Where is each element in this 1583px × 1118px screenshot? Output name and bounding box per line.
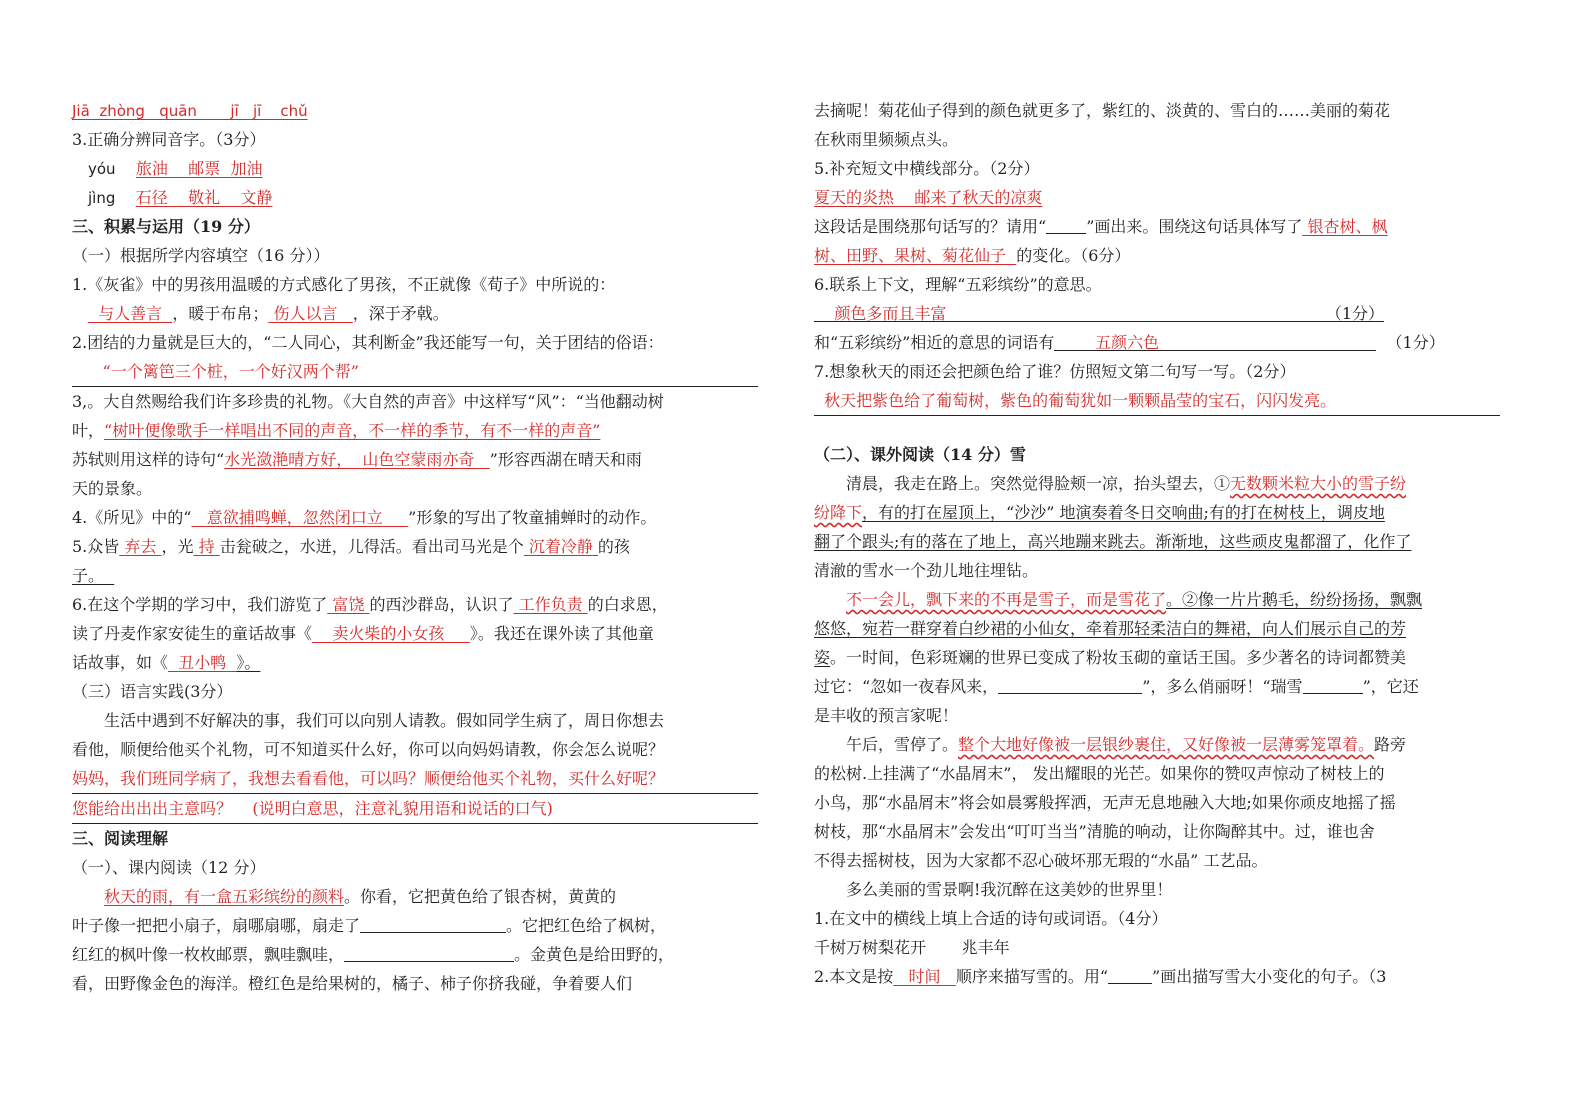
answer-blank: 时间: [908, 967, 941, 986]
answer-line: [72, 794, 758, 824]
text-span: 叶子像一把把小扇子，扇哪扇哪，扇走了: [72, 916, 361, 935]
fill-line: [814, 328, 1500, 357]
text-span: ，深于矛戟。: [352, 304, 449, 323]
question-text: 3,。大自然赐给我们许多珍贵的礼物。《大自然的声音》中这样写“风”：“当他翻动树: [72, 392, 664, 411]
score-label: （1分）: [1386, 333, 1445, 352]
paragraph-line: 树枝，那“水晶屑末”会发出“叮叮当当”清脆的响动，让你陶醉其中。过，谁也舍: [814, 822, 1375, 841]
text-span: 》。: [236, 653, 261, 672]
paragraph-line: [72, 911, 758, 940]
text-span: ”画出来。围绕这句话具体写了: [1086, 217, 1303, 236]
answer-line: [72, 764, 758, 794]
text-span: 顺序来描写雪的。用“: [955, 967, 1109, 986]
answer-blank: 富饶: [332, 595, 365, 614]
text-span: 。你看，它把黄色给了银杏树，黄黄的: [344, 887, 617, 906]
homophone-row: [72, 154, 758, 183]
text-span: 姿: [814, 648, 831, 667]
answer-text: 您能给出出出主意吗？ (说明白意思，注意礼貌用语和说话的口气): [72, 799, 553, 818]
paragraph-line: 生活中遇到不好解决的事，我们可以向别人请教。假如同学生病了，周日你想去: [104, 711, 665, 730]
text-span: 》。我还在课外读了其他童: [469, 624, 654, 643]
fill-line: [72, 619, 758, 648]
homophone-answer: 旅油 邮票 加油: [135, 159, 263, 178]
paragraph-line: 多么美丽的雪景啊!我沉醉在这美妙的世界里！: [846, 880, 1173, 899]
answer-text: “树叶便像歌手一样唱出不同的声音，不一样的季节，有不一样的声音”: [104, 421, 601, 440]
answer-text: 无数颗米粒大小的雪子纷: [1230, 474, 1407, 493]
text-span: ”形容西湖在晴天和雨: [489, 450, 642, 469]
text-span: 翻了个跟头;有的落在了地上，高兴地蹦来跳去。渐渐地，这些顽皮鬼都溜了，化作了: [814, 532, 1412, 551]
empty-blank[interactable]: [360, 914, 506, 933]
answer-blank: 意欲捕鸣蝉，忽然闭口立: [206, 508, 383, 527]
answer-text: 妈妈，我们班同学病了，我想去看看他，可以吗？顺便给他买个礼物，买什么好呢？: [72, 769, 665, 788]
question-text: 6.联系上下文，理解“五彩缤纷”的意思。: [814, 275, 1102, 294]
answer-text: 银杏树、枫: [1307, 217, 1388, 236]
empty-blank[interactable]: [998, 675, 1142, 694]
paragraph-line: 千树万树梨花开 兆丰年: [814, 938, 1010, 957]
paragraph-line: 是丰收的预言家呢！: [814, 706, 959, 725]
text-span: 。它把红色给了枫树，: [506, 916, 667, 935]
question-text: 天的景象。: [72, 479, 153, 498]
answer-blank: [814, 299, 1384, 322]
answer-text: “一个篱笆三个桩，一个好汉两个帮”: [102, 362, 359, 381]
text-span: ，光: [161, 537, 194, 556]
empty-blank[interactable]: [1108, 965, 1152, 984]
text-span: ”画出描写雪大小变化的句子。（3: [1152, 967, 1387, 986]
homophone-answer: 石径 敬礼 文静: [135, 188, 273, 207]
paragraph-line: [814, 643, 1500, 672]
text-span: ，暖于布帛；: [172, 304, 269, 323]
empty-blank[interactable]: [1046, 215, 1086, 234]
pinyin-line: [72, 96, 758, 125]
text-span: 的西沙群岛，认识了: [369, 595, 514, 614]
text-span: 2.本文是按: [814, 967, 894, 986]
text-span: 红红的枫叶像一枚枚邮票，飘哇飘哇，: [72, 945, 345, 964]
answer-text: 秋天把紫色给了葡萄树，紫色的葡萄犹如一颗颗晶莹的宝石，闪闪发亮。: [824, 391, 1337, 410]
question-text: 1.《灰雀》中的男孩用温暖的方式感化了男孩，不正就像《荀子》中所说的：: [72, 275, 616, 294]
score-label: （1分）: [1325, 304, 1384, 323]
paragraph-line: [814, 585, 1500, 614]
text-span: 。金黄色是给田野的，: [514, 945, 675, 964]
text-span: 击瓮破之，水迸，儿得活。看出司马光是个: [219, 537, 524, 556]
answer-blank: 工作负责: [518, 595, 583, 614]
question-text: 2.团结的力量就是巨大的，“二人同心，其利断金”我还能写一句，关于团结的俗语：: [72, 333, 664, 352]
text-span: ”，多么俏丽呀！“瑞雪: [1142, 677, 1303, 696]
text-span: 读了丹麦作家安徒生的童话故事《: [72, 624, 313, 643]
text-span: 。②像一片片鹅毛，纷纷扬扬，飘飘: [1166, 590, 1423, 609]
answer-blank: 与人善言: [98, 304, 163, 323]
subsection-heading: （三）语言实践(3分）: [72, 682, 233, 701]
answer-line: [814, 183, 1500, 212]
answer-text: 整个大地好像被一层银纱裹住，又好像被一层薄雾笼罩着。: [958, 735, 1375, 754]
fill-line: [814, 962, 1500, 991]
paragraph-line: 不得去摇树枝，因为大家都不忍心破坏那无瑕的“水晶” 工艺品。: [814, 851, 1268, 870]
fill-line: [814, 212, 1500, 241]
text-span: 子。: [72, 566, 105, 585]
answer-blank: 持: [198, 537, 215, 556]
answer-text: 秋天的雨，有一盒五彩缤纷的颜料: [104, 887, 345, 906]
text-span: 的变化。（6分）: [1016, 246, 1131, 265]
answer-blank: [1054, 328, 1376, 351]
text-span: 4.《所见》中的“: [72, 508, 192, 527]
text-span: 苏轼则用这样的诗句“: [72, 450, 225, 469]
answer-text: 不一会儿，飘下来的不再是雪子，而是雪花了: [846, 590, 1167, 609]
text-span: ，有的打在屋顶上，“沙沙” 地演奏着冬日交响曲;有的打在树枝上，调皮地: [862, 503, 1385, 522]
text-span: 的孩: [597, 537, 630, 556]
text-span: 清晨，我走在路上。突然觉得脸颊一凉，抬头望去，①: [846, 474, 1231, 493]
answer-text: 纷降下: [814, 503, 863, 522]
section-heading: 三、积累与运用（19 分）: [72, 217, 260, 236]
text-span: 悠悠，宛若一群穿着白纱裙的小仙女，牵着那轻柔洁白的舞裙，向人们展示自己的芳: [814, 619, 1407, 638]
answer-line: [814, 386, 1500, 416]
paragraph-line: [814, 672, 1500, 701]
paragraph-line: 看，田野像金色的海洋。橙红色是给果树的，橘子、柿子你挤我碰，争着要人们: [72, 974, 633, 993]
answer-text: 树、田野、果树、菊花仙子: [814, 246, 1007, 265]
answer-text: 夏天的炎热 邮来了秋天的凉爽: [814, 188, 1043, 207]
paragraph-line: 看他，顺便给他买个礼物，可不知道买什么好，你可以向妈妈请教，你会怎么说呢？: [72, 740, 665, 759]
text-span: 过它：“忽如一夜春风来，: [814, 677, 999, 696]
answer-blank: 沉着冷静: [528, 537, 593, 556]
empty-blank[interactable]: [344, 943, 514, 962]
fill-line: [72, 648, 758, 677]
left-column: [72, 96, 758, 998]
paragraph-line: [814, 527, 1500, 556]
text-span: 6.在这个学期的学习中，我们游览了: [72, 595, 328, 614]
homophone-label: jìng: [88, 189, 116, 207]
paragraph-line: [814, 730, 1500, 759]
text-span: 午后，雪停了。: [846, 735, 959, 754]
paragraph-line: 清澈的雪水一个劲儿地往埋钻。: [814, 561, 1039, 580]
fill-line: [72, 445, 758, 474]
paragraph-line: 去摘呢！菊花仙子得到的颜色就更多了，紫红的、淡黄的、雪白的……美丽的菊花: [814, 101, 1391, 120]
paragraph-line: 在秋雨里频频点头。: [814, 130, 959, 149]
text-span: 和“五彩缤纷”相近的意思的词语有: [814, 333, 1055, 352]
answer-text: 颜色多而且丰富: [834, 304, 947, 323]
text-span: 。一时间，色彩斑斓的世界已变成了粉妆玉砌的童话王国。多少著名的诗词都赞美: [830, 648, 1407, 667]
text-span: 这段话是围绕那句话写的？请用“: [814, 217, 1047, 236]
paragraph-line: [814, 614, 1500, 643]
text-span: 的白求恩，: [587, 595, 668, 614]
text-span: 路旁: [1374, 735, 1407, 754]
question-text: 5.补充短文中横线部分。（2分）: [814, 159, 1040, 178]
section-heading: 三、阅读理解: [72, 829, 169, 848]
fill-line: [72, 299, 758, 328]
fill-line: [814, 241, 1500, 270]
answer-blank: 伤人以言: [273, 304, 338, 323]
paragraph-line: 的松树.上挂满了“水晶屑末”， 发出耀眼的光芒。如果你的赞叹声惊动了树枝上的: [814, 764, 1385, 783]
fill-line: [814, 299, 1500, 328]
fill-line: [72, 416, 758, 445]
paragraph-line: 小鸟，那“水晶屑末”将会如晨雾般挥洒，无声无息地融入大地;如果你顽皮地摇了摇: [814, 793, 1396, 812]
homophone-label: yóu: [88, 160, 116, 178]
question-text: 7.想象秋天的雨还会把颜色给了谁？仿照短文第二句写一写。（2分）: [814, 362, 1296, 381]
fill-line: [72, 503, 758, 532]
answer-blank: 丑小鸭: [178, 653, 227, 672]
paragraph-line: [814, 498, 1500, 527]
text-span: ”，它还: [1362, 677, 1419, 696]
paragraph-line: [814, 469, 1500, 498]
question-text: 3.正确分辨同音字。（3分）: [72, 130, 266, 149]
answer-blank: 弃去: [124, 537, 157, 556]
text-span: 5.众皆: [72, 537, 120, 556]
homophone-row: [72, 183, 758, 212]
fill-line: [72, 561, 758, 590]
fill-line: [72, 590, 758, 619]
text-span: ”形象的写出了牧童捕蝉时的动作。: [408, 508, 657, 527]
subsection-heading: （二）、课外阅读（14 分）雪: [814, 445, 1026, 464]
fill-line: [72, 357, 758, 387]
fill-line: [72, 532, 758, 561]
question-text: 1.在文中的横线上填上合适的诗句或词语。（4分）: [814, 909, 1168, 928]
paragraph-line: [72, 882, 758, 911]
subsection-heading: （一）、课内阅读（12 分）: [72, 858, 266, 877]
subsection-heading: （一）根据所学内容填空（16 分））: [72, 246, 330, 265]
pinyin-answer: Jiā zhòng quān jī jī chǔ: [72, 102, 308, 120]
text-span: 叶，: [72, 421, 105, 440]
text-span: 话故事，如《: [72, 653, 169, 672]
paragraph-line: [72, 940, 758, 969]
right-column: [814, 96, 1500, 991]
answer-blank: 卖火柴的小女孩: [332, 624, 445, 643]
answer-blank: 水光潋滟晴方好， 山色空蒙雨亦奇: [224, 450, 475, 469]
empty-blank[interactable]: [1303, 675, 1363, 694]
answer-text: 五颜六色: [1095, 333, 1160, 352]
